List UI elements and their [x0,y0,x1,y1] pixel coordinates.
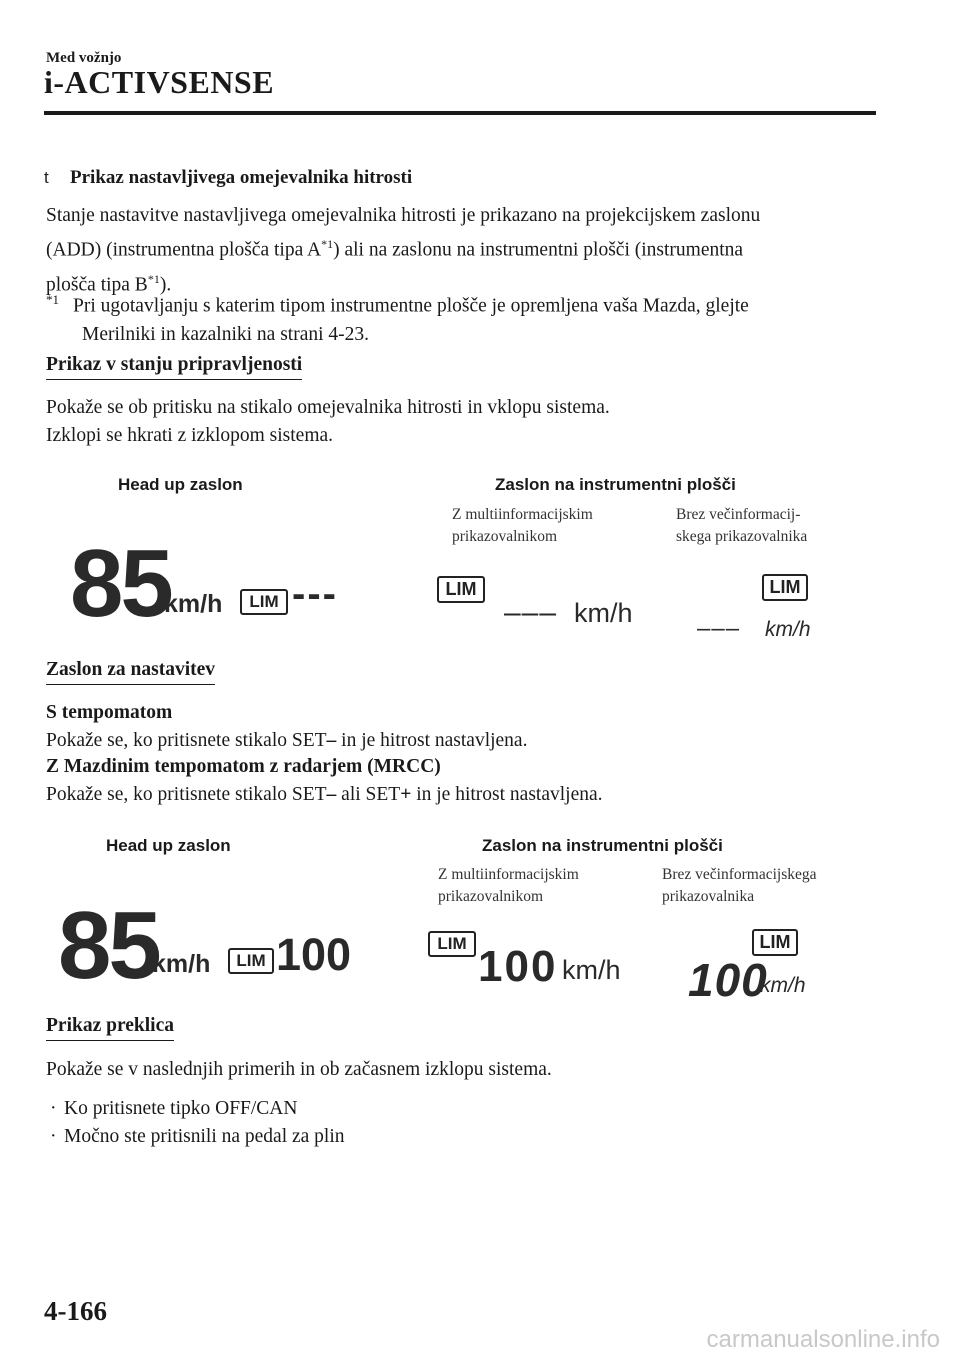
set-minus-icon: – [326,730,337,751]
multi-info-label: Z multiinformacijskim prikazovalnikom [452,506,593,545]
hud-speed: 85 [70,530,171,637]
list-item: · Močno ste pritisnili na pedal za plin [50,1123,345,1151]
standby-heading: Prikaz v stanju pripravljenosti [46,354,302,380]
footnote-ref: *1 [147,271,160,286]
intro-paragraph [46,202,886,299]
segment-set-speed: 100 [688,954,768,1006]
setting-heading: Zaslon za nastavitev [46,659,215,685]
cluster-lim-badge: LIM [428,931,476,957]
footnote-ref: *1 [321,237,334,251]
section-label: Med vožnjo [46,50,122,66]
segment-unit: km/h [765,618,811,641]
section-title [44,167,412,189]
cancel-list [50,1095,345,1151]
segment-lim-badge: LIM [762,574,808,601]
set-plus-icon: + [400,784,412,805]
cruise-heading: S tempomatom [46,702,173,723]
hud-label: Head up zaslon [118,475,243,494]
bullet-icon: · [50,1126,57,1147]
footnote [46,286,886,349]
cluster-label: Zaslon na instrumentni plošči [482,836,723,855]
cruise-line: Pokaže se, ko pritisnete stikalo SET– in je hitrost nastavljena. [46,730,528,751]
bullet-icon: · [50,1098,57,1119]
hud-label: Head up zaslon [106,836,231,855]
hud-lim-badge: LIM [240,589,288,615]
footnote-text: Merilniki in kazalniki na strani 4-23. [82,323,370,345]
segment-lim-badge: LIM [752,929,798,956]
hud-dashes: --- [292,572,338,616]
cluster-unit: km/h [562,955,621,985]
hud-unit: km/h [152,950,211,978]
hud-unit: km/h [164,590,223,618]
intro-line: plošča tipa $B^{*1}$). [46,271,172,295]
cancel-paragraph: Pokaže se v naslednjih primerih in ob začasnem izklopu sistema. [46,1059,552,1080]
mrcc-heading: Z Mazdinim tempomatom z radarjem (MRCC) [46,756,441,777]
cluster-unit: km/h [574,598,633,628]
page-number: 4-166 [44,1296,107,1326]
cluster-set-speed: 100 [478,942,558,991]
mrcc-line: Pokaže se, ko pritisnete stikalo SET– ali SET+ in je hitrost nastavljena. [46,784,603,805]
no-multi-info-label: Brez večinformacijskega prikazovalnika [662,866,817,905]
hud-set-speed: 100 [276,929,352,980]
segment-dashes: ––– [697,615,741,642]
header-divider [44,111,876,115]
section-title-text: Prikaz nastavljivega omejevalnika hitrosti [70,167,413,188]
no-multi-info-label: Brez večinformacij- skega prikazovalnika [676,506,808,545]
standby-paragraph: Pokaže se ob pritisku na stikalo omejevalnika hitrosti in vklopu sistema. Izklopi se hkrati z izklopom sistema. [46,397,610,446]
cluster-dashes: ––– [504,596,558,629]
cluster-label: Zaslon na instrumentni plošči [495,475,736,494]
cancel-heading: Prikaz preklica [46,1015,174,1041]
watermark: carmanualsonline.info [706,1326,940,1353]
footnote-text: Pri ugotavljanju s katerim tipom instrumentne plošče je opremljena vaša Mazda, glejte [73,295,749,317]
multi-info-label: Z multiinformacijskim prikazovalnikom [438,866,579,905]
footnote-mark: *1 [46,292,59,307]
set-minus-icon: – [326,784,337,805]
segment-unit: km/h [760,974,806,997]
hud-lim-badge: LIM [228,948,274,974]
hud-speed: 85 [58,892,159,999]
section-bullet-icon: t [44,168,49,187]
intro-line: (ADD) (instrumentna plošča tipa $A^{*1}$) ali na zaslonu na instrumentni plošči (instrumentna [46,237,744,261]
cluster-lim-badge: LIM [437,576,485,603]
list-item: · Ko pritisnete tipko OFF/CAN [50,1095,345,1123]
chapter-title: i-ACTIVSENSE [44,64,275,100]
intro-line: Stanje nastavitve nastavljivega omejevalnika hitrosti je prikazano na projekcijskem zaslonu [46,205,761,226]
